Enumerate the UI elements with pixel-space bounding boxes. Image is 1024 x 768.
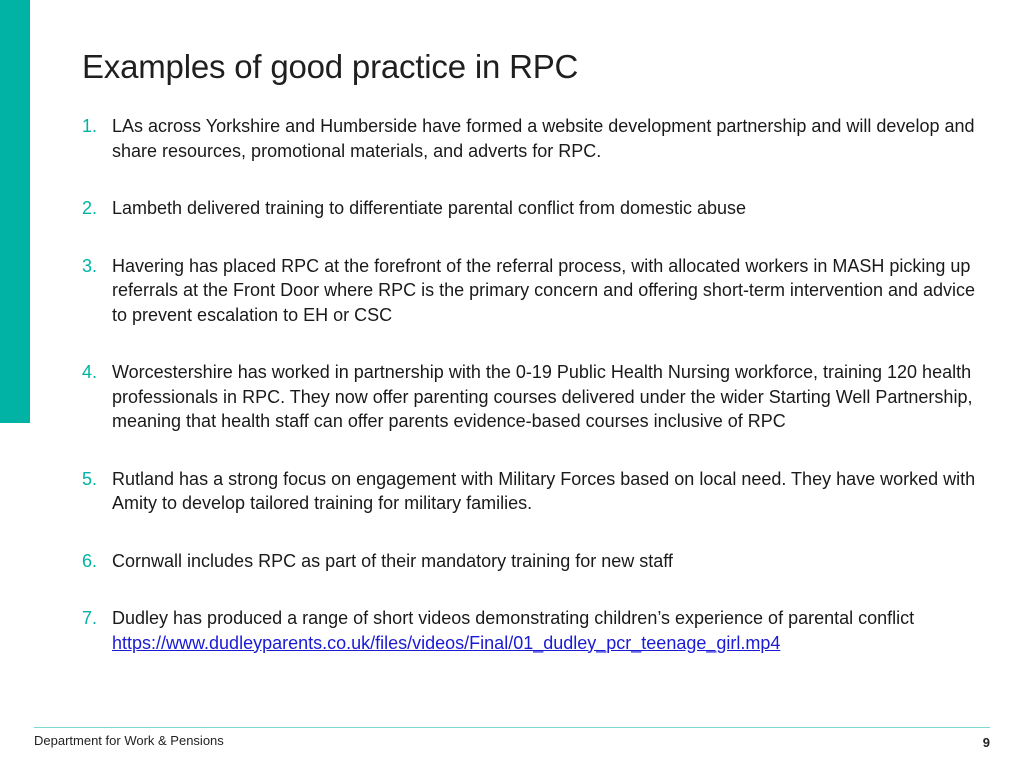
item-number: 4. — [82, 362, 98, 382]
list-item — [82, 606, 982, 655]
item-text: Worcestershire has worked in partnership with the 0-19 Public Health Nursing workforce, training 120 health professionals in RPC. They now offer parenting courses delivered under the wider Starting Well Partnership, meaning that health staff can offer parents evidence-based courses inclusive of RPC — [112, 362, 973, 431]
list-item — [82, 360, 982, 434]
item-number: 2. — [82, 198, 98, 218]
item-text: Lambeth delivered training to differentiate parental conflict from domestic abuse — [112, 198, 747, 218]
page-number: 9 — [982, 735, 990, 750]
practice-list — [82, 114, 982, 688]
dudley-video-link[interactable]: https://www.dudleyparents.co.uk/files/videos/Final/01_dudley_pcr_teenage_girl.mp4 — [112, 632, 781, 653]
item-number: 7. — [82, 608, 98, 628]
slide-title: Examples of good practice in RPC — [82, 48, 579, 85]
list-item — [82, 114, 982, 163]
list-item — [82, 549, 982, 574]
footer-divider — [34, 727, 990, 728]
footer-organisation: Department for Work & Pensions — [34, 733, 224, 748]
item-text: Rutland has a strong focus on engagement with Military Forces based on local need. They have worked with Amity to develop tailored training for military families. — [112, 468, 976, 513]
accent-bar — [0, 0, 30, 423]
item-text: Havering has placed RPC at the forefront of the referral process, with allocated workers in MASH picking up referrals at the Front Door where RPC is the primary concern and offering short-term intervention and advice to prevent escalation to EH or CSC — [112, 255, 976, 325]
item-text: Cornwall includes RPC as part of their mandatory training for new staff — [112, 550, 673, 571]
item-text-content: Dudley has produced a range of short videos demonstrating children’s experience of parental conflict — [112, 608, 915, 628]
item-number: 6. — [82, 550, 98, 571]
item-number: 1. — [82, 116, 98, 136]
list-item — [82, 196, 982, 221]
list-item — [82, 254, 982, 328]
item-number: 5. — [82, 468, 98, 489]
item-number: 3. — [82, 255, 98, 276]
item-text — [112, 606, 982, 655]
item-text: LAs across Yorkshire and Humberside have formed a website development partnership and will develop and share resources, promotional materials, and adverts for RPC. — [112, 116, 975, 161]
list-item — [82, 467, 982, 516]
